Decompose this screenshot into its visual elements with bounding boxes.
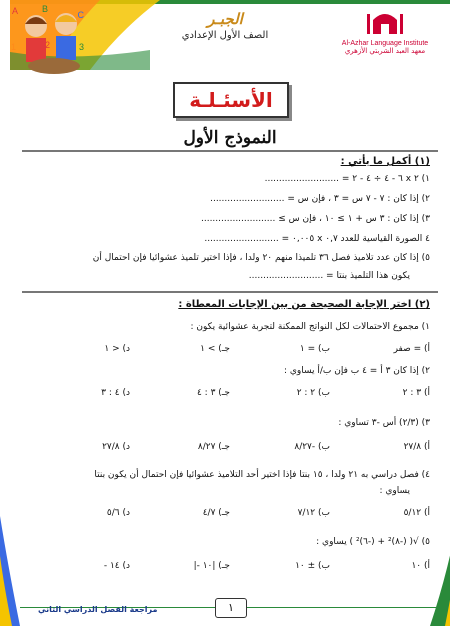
option: د) ١٤ - (103, 561, 130, 571)
questions-title: الأسئـلـة (189, 88, 273, 112)
option: جـ) ٣ : ٤ (196, 388, 230, 398)
option: جـ) > ١ (200, 344, 230, 354)
institute-logo (330, 8, 440, 55)
option: أ) ٢٧/٨ (403, 442, 430, 452)
option: أ) = صفر (393, 344, 430, 354)
corner-decoration-left (0, 516, 40, 626)
kids-illustration (10, 4, 94, 76)
option: د) ٥/٦ (106, 508, 130, 518)
grade-label: الصف الأول الإعدادي (181, 30, 269, 41)
divider (22, 150, 438, 152)
question-2-options (30, 388, 430, 398)
question-2: ٢) إذا كان ٣ أ = ٤ ب فإن ب/أ يساوي : (283, 366, 430, 376)
page-number: ١ (215, 598, 247, 618)
svg-text:3: 3 (78, 42, 84, 52)
option: د) ٢٧/٨ (102, 442, 130, 452)
question-4-options (30, 508, 430, 518)
question-3: ٣) (٢/٣) أس -٣ تساوي : (338, 418, 430, 428)
option: ب) ± ١٠ (295, 561, 330, 571)
section2-heading: (٢) اختر الإجابة الصحيحة من بين الإجابات المعطاة : (178, 299, 430, 310)
option: د) ٤ : ٣ (101, 388, 130, 398)
divider (22, 291, 438, 293)
option: د) < ١ (104, 344, 130, 354)
option: أ) ١٠ (411, 561, 430, 571)
logo-arabic: معهد العبد الشربتي الأزهري (344, 47, 426, 55)
question-4b: يساوي : (379, 486, 410, 496)
model-title: النموذج الأول (183, 128, 277, 148)
option: جـ) ٤/٧ (202, 508, 230, 518)
mosque-icon (365, 8, 405, 36)
option: ب) = ١ (299, 344, 330, 354)
option: ب) -٨/٢٧ (294, 442, 330, 452)
section1-item-3: ٣) إذا كان : ٣ س + ١ ≥ ١٠ ، فإن س ≥ .......................... (200, 214, 430, 224)
option: جـ) |١٠ -| (193, 561, 230, 571)
question-5: ٥) √( (-٨)² + (-٦)² ) يساوي : (316, 537, 430, 547)
footer-text: مراجعة الفصل الدراسي الثاني (38, 605, 158, 614)
question-3-options (30, 442, 430, 452)
section1-item-2: ٢) إذا كان : ٧ - ٧ س = ٣ ، فإن س = .......................... (210, 194, 430, 204)
section1-heading: (١) أكمل ما يأتي : (340, 156, 430, 167)
section1-item-5: ٥) إذا كان عدد تلاميذ فصل ٣٦ تلميذا منهم ٢٠ ولدا ، فإذا اختير تلميذ عشوائيا فإن احتمال أن (92, 253, 430, 263)
brand-title: الجبـر (207, 10, 243, 28)
option: أ) ٣ : ٢ (402, 388, 430, 398)
option: ب) ٢ : ٢ (296, 388, 330, 398)
question-5-options (30, 561, 430, 571)
logo-english: Al-Azhar Language Institute (341, 40, 429, 47)
svg-text:C: C (77, 10, 84, 20)
section1-item-1: ١) ٢ x ٦ - ٤ ÷ ٤ - ٢ = .......................... (264, 174, 430, 184)
section1-item-4: ٤ الصورة القياسية للعدد ٠,٧ x ٠,٠٠٥ = .......................... (204, 234, 430, 244)
page (10, 0, 450, 626)
question-4: ٤) فصل دراسي به ٢١ ولدا ، ١٥ بنتا فإذا اختير أحد التلاميذ عشوائيا فإن احتمال أن يكون بنتا (94, 470, 430, 480)
svg-text:2: 2 (44, 40, 50, 50)
option: ب) ٧/١٢ (297, 508, 330, 518)
questions-title-box (173, 82, 289, 118)
option: جـ) ٨/٢٧ (197, 442, 230, 452)
svg-text:B: B (41, 4, 48, 14)
question-1-options (30, 344, 430, 354)
option: أ) ٥/١٢ (403, 508, 430, 518)
header-brand (155, 10, 295, 41)
question-1: ١) مجموع الاحتمالات لكل النواتج الممكنة لتجربة عشوائية يكون : (190, 322, 430, 332)
svg-text:A: A (11, 6, 18, 16)
svg-text:1: 1 (10, 42, 16, 52)
section1-item-5b: يكون هذا التلميذ بنتا = .......................... (248, 271, 410, 281)
